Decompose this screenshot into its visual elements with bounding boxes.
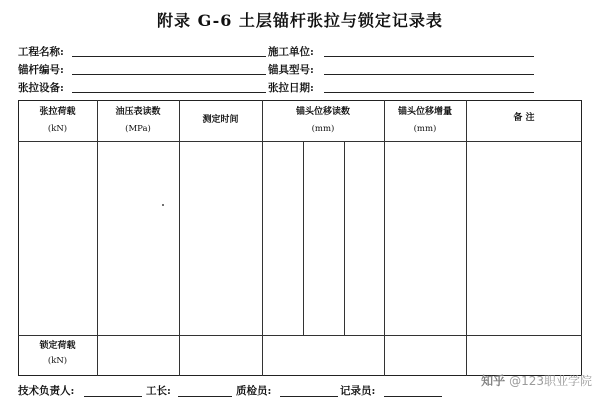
anchor-no-field[interactable]: [72, 74, 266, 75]
foreman-field[interactable]: [178, 396, 232, 397]
header-tension-load-label: 张拉荷载: [39, 107, 76, 117]
col-divider-3a: [303, 141, 304, 335]
lock-load-label: 锁定荷载: [39, 341, 76, 351]
form-title: 附录 G-6 土层锚杆张拉与锁定记录表: [157, 11, 443, 30]
quality-inspector-label: 质检员:: [236, 385, 272, 397]
tensioning-date-label: 张拉日期:: [268, 82, 314, 94]
tensioning-equipment-label: 张拉设备:: [18, 82, 64, 94]
header-displacement-increment: [384, 104, 466, 138]
tensioning-equipment-field[interactable]: [72, 92, 266, 93]
header-anchor-displacement-unit: (mm): [311, 124, 335, 134]
header-tension-load: [18, 104, 97, 138]
lock-load-unit: (kN): [47, 356, 68, 366]
technical-lead-field[interactable]: [84, 396, 142, 397]
construction-unit-field[interactable]: [324, 56, 534, 57]
watermark-logo: 知乎: [481, 374, 506, 388]
header-tension-load-unit: (kN): [47, 124, 68, 134]
anchorage-model-label: 锚具型号:: [268, 64, 314, 76]
anchor-no-label: 锚杆编号:: [18, 64, 64, 76]
header-anchor-displacement: [262, 104, 384, 138]
header-displacement-increment-label: 锚头位移增量: [397, 107, 452, 117]
header-oil-pressure-unit: (MPa): [125, 124, 151, 134]
header-bottom-line: [18, 141, 582, 142]
project-name-label: 工程名称:: [18, 46, 64, 58]
header-measure-time-label: 测定时间: [202, 115, 239, 125]
scan-speck: [162, 204, 164, 206]
header-remarks-label: 备 注: [513, 113, 535, 123]
header-anchor-displacement-label: 锚头位移读数: [295, 107, 350, 117]
quality-inspector-field[interactable]: [280, 396, 338, 397]
lock-row-top-line: [18, 335, 582, 336]
col-divider-3b: [344, 141, 345, 335]
header-remarks: [466, 110, 582, 127]
watermark: [481, 372, 592, 389]
foreman-label: 工长:: [146, 385, 171, 397]
header-oil-pressure: [97, 104, 179, 138]
technical-lead-label: 技术负责人:: [18, 385, 75, 397]
tensioning-date-field[interactable]: [324, 92, 534, 93]
header-oil-pressure-label: 油压表读数: [115, 107, 161, 117]
lock-load-row-label: [18, 339, 97, 369]
header-displacement-increment-unit: (mm): [413, 124, 437, 134]
anchorage-model-field[interactable]: [324, 74, 534, 75]
construction-unit-label: 施工单位:: [268, 46, 314, 58]
project-name-field[interactable]: [72, 56, 266, 57]
header-measure-time: [179, 112, 262, 129]
recorder-field[interactable]: [384, 396, 442, 397]
watermark-text: @123职业学院: [509, 374, 592, 388]
recorder-label: 记录员:: [340, 385, 376, 397]
